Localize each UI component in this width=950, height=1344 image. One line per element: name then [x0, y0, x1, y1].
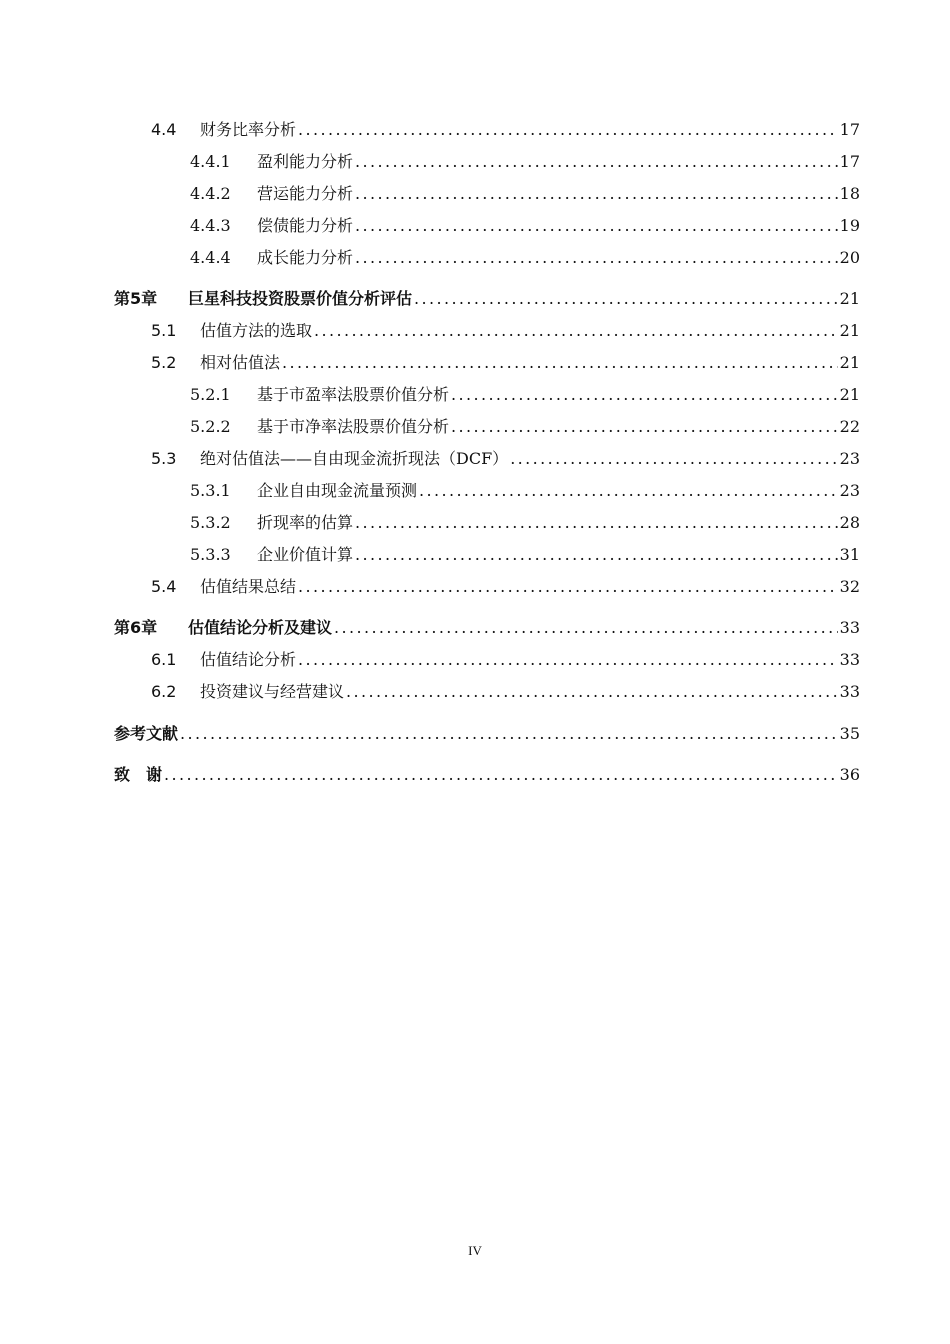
toc-entry[interactable] — [114, 542, 860, 568]
toc-chapter-entry[interactable] — [114, 615, 860, 641]
toc-page: 19 — [839, 216, 860, 235]
toc-title: 投资建议与经营建议 — [200, 682, 345, 701]
page-number-footer: IV — [468, 1243, 482, 1258]
toc-title: 绝对估值法——自由现金流折现法（DCF） — [200, 449, 509, 468]
toc-number: 4.4.4 — [190, 248, 231, 267]
toc-title: 偿债能力分析 — [257, 216, 354, 235]
toc-number: 5.1 — [151, 321, 177, 340]
toc-page: 32 — [839, 577, 860, 596]
toc-leader-dots — [180, 721, 838, 747]
toc-entry[interactable] — [114, 318, 860, 344]
toc-number: 4.4 — [151, 120, 177, 139]
toc-title: 财务比率分析 — [200, 120, 297, 139]
toc-page: 33 — [839, 682, 860, 701]
toc-number: 4.4.2 — [190, 184, 231, 203]
toc-entry[interactable] — [114, 382, 860, 408]
toc-number: 5.2.2 — [190, 417, 231, 436]
toc-leader-dots — [355, 213, 838, 239]
toc-page: 21 — [839, 385, 860, 404]
toc-page: 31 — [839, 545, 860, 564]
toc-chapter-title: 致 谢 — [114, 765, 163, 784]
toc-entry[interactable] — [114, 574, 860, 600]
toc-leader-dots — [451, 414, 838, 440]
toc-leader-dots — [164, 762, 838, 788]
toc-page: 23 — [839, 481, 860, 500]
toc-leader-dots — [346, 679, 838, 705]
toc-title: 基于市净率法股票价值分析 — [257, 417, 450, 436]
toc-title: 估值结果总结 — [200, 577, 297, 596]
toc-entry[interactable] — [114, 510, 860, 536]
toc-page: 35 — [839, 724, 860, 743]
toc-leader-dots — [419, 478, 838, 504]
toc-leader-dots — [355, 245, 838, 271]
toc-leader-dots — [414, 286, 838, 312]
toc-references-entry[interactable] — [114, 721, 860, 747]
toc-leader-dots — [334, 615, 838, 641]
toc-number: 5.3.3 — [190, 545, 231, 564]
toc-leader-dots — [314, 318, 838, 344]
toc-entry[interactable] — [114, 647, 860, 673]
toc-page: 17 — [839, 152, 860, 171]
toc-page: 23 — [839, 449, 860, 468]
toc-number: 5.3.2 — [190, 513, 231, 532]
toc-entry[interactable] — [114, 149, 860, 175]
toc-leader-dots — [282, 350, 838, 376]
toc-number: 5.2.1 — [190, 385, 231, 404]
toc-chapter-title: 估值结论分析及建议 — [188, 618, 333, 637]
toc-chapter-number: 第5章 — [114, 289, 158, 308]
toc-title: 基于市盈率法股票价值分析 — [257, 385, 450, 404]
toc-title: 盈利能力分析 — [257, 152, 354, 171]
toc-number: 4.4.3 — [190, 216, 231, 235]
toc-entry[interactable] — [114, 245, 860, 271]
toc-title: 估值结论分析 — [200, 650, 297, 669]
toc-leader-dots — [451, 382, 838, 408]
toc-leader-dots — [298, 574, 838, 600]
toc-number: 5.3.1 — [190, 481, 231, 500]
toc-page: 21 — [839, 353, 860, 372]
toc-title: 折现率的估算 — [257, 513, 354, 532]
toc-page: 33 — [839, 618, 860, 637]
toc-page: 20 — [839, 248, 860, 267]
toc-number: 5.2 — [151, 353, 177, 372]
toc-leader-dots — [355, 510, 838, 536]
toc-number: 5.3 — [151, 449, 177, 468]
toc-entry[interactable] — [114, 181, 860, 207]
toc-acknowledgements-entry[interactable] — [114, 762, 860, 788]
toc-entry[interactable] — [114, 478, 860, 504]
toc-chapter-title: 巨星科技投资股票价值分析评估 — [188, 289, 413, 308]
toc-title: 相对估值法 — [200, 353, 281, 372]
toc-chapter-number: 第6章 — [114, 618, 158, 637]
toc-page: 28 — [839, 513, 860, 532]
toc-number: 4.4.1 — [190, 152, 231, 171]
toc-chapter-title: 参考文献 — [114, 724, 179, 743]
toc-page: 18 — [839, 184, 860, 203]
toc-title: 企业价值计算 — [257, 545, 354, 564]
toc-page: 33 — [839, 650, 860, 669]
toc-entry[interactable] — [114, 679, 860, 705]
toc-chapter-entry[interactable] — [114, 286, 860, 312]
toc-entry[interactable] — [114, 213, 860, 239]
toc-title: 成长能力分析 — [257, 248, 354, 267]
toc-leader-dots — [298, 647, 838, 673]
toc-page: 36 — [839, 765, 860, 784]
toc-page: 21 — [839, 289, 860, 308]
toc-page: 21 — [839, 321, 860, 340]
toc-title: 企业自由现金流量预测 — [257, 481, 418, 500]
toc-title: 营运能力分析 — [257, 184, 354, 203]
toc-number: 5.4 — [151, 577, 177, 596]
toc-entry[interactable] — [114, 350, 860, 376]
toc-entry[interactable] — [114, 414, 860, 440]
toc-leader-dots — [355, 149, 838, 175]
toc-title: 估值方法的选取 — [200, 321, 313, 340]
toc-leader-dots — [510, 446, 837, 472]
toc-entry[interactable] — [114, 446, 860, 472]
toc-leader-dots — [355, 181, 838, 207]
toc-leader-dots — [355, 542, 838, 568]
toc-leader-dots — [298, 117, 838, 143]
toc-number: 6.2 — [151, 682, 177, 701]
toc-entry[interactable] — [114, 117, 860, 143]
toc-page: 22 — [839, 417, 860, 436]
toc-page: 17 — [839, 120, 860, 139]
toc-number: 6.1 — [151, 650, 177, 669]
